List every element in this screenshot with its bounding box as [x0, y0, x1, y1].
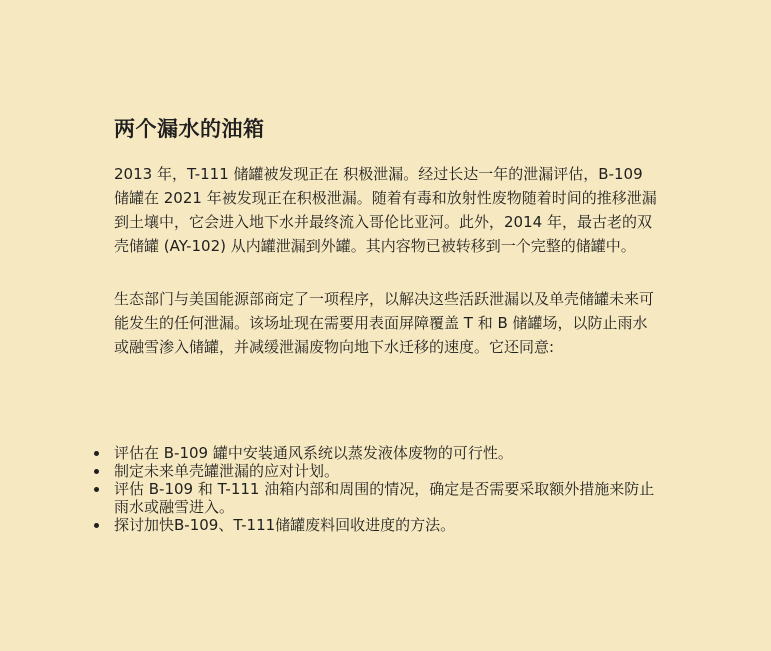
- paragraph-agreement: 生态部门与美国能源部商定了一项程序，以解决这些活跃泄漏以及单壳储罐未来可能发生的任何泄漏。该场址现在需要用表面屏障覆盖 T 和 B 储罐场，以防止雨水或融雪渗入储罐，并减缓泄漏废物向地下水迁移的速度。它还同意:: [114, 290, 655, 356]
- list-item: 评估 B-109 和 T-111 油箱内部和周围的情况，确定是否需要采取额外措施来防止雨水或融雪进入。: [114, 480, 659, 516]
- article-body: [114, 114, 659, 359]
- list-item: 制定未来单壳罐泄漏的应对计划。: [114, 462, 659, 480]
- paragraph-tank-leaks: 2013 年，T-111 储罐被发现正在 积极泄漏。经过长达一年的泄漏评估，B-109 储罐在 2021 年被发现正在积极泄漏。随着有毒和放射性废物随着时间的推移泄漏到土壤中，它会进入地下水并最终流入哥伦比亚河。此外，2014 年，最古老的双壳储罐 (AY-102) 从内罐泄漏到外罐。其内容物已被转移到一个完整的储罐中。: [114, 165, 657, 255]
- list-item: 探讨加快B-109、T-111储罐废料回收进度的方法。: [114, 516, 659, 534]
- article-title: 两个漏水的油箱: [114, 117, 265, 141]
- list-item: 评估在 B-109 罐中安装通风系统以蒸发液体废物的可行性。: [114, 444, 659, 462]
- agreement-list: [114, 444, 659, 534]
